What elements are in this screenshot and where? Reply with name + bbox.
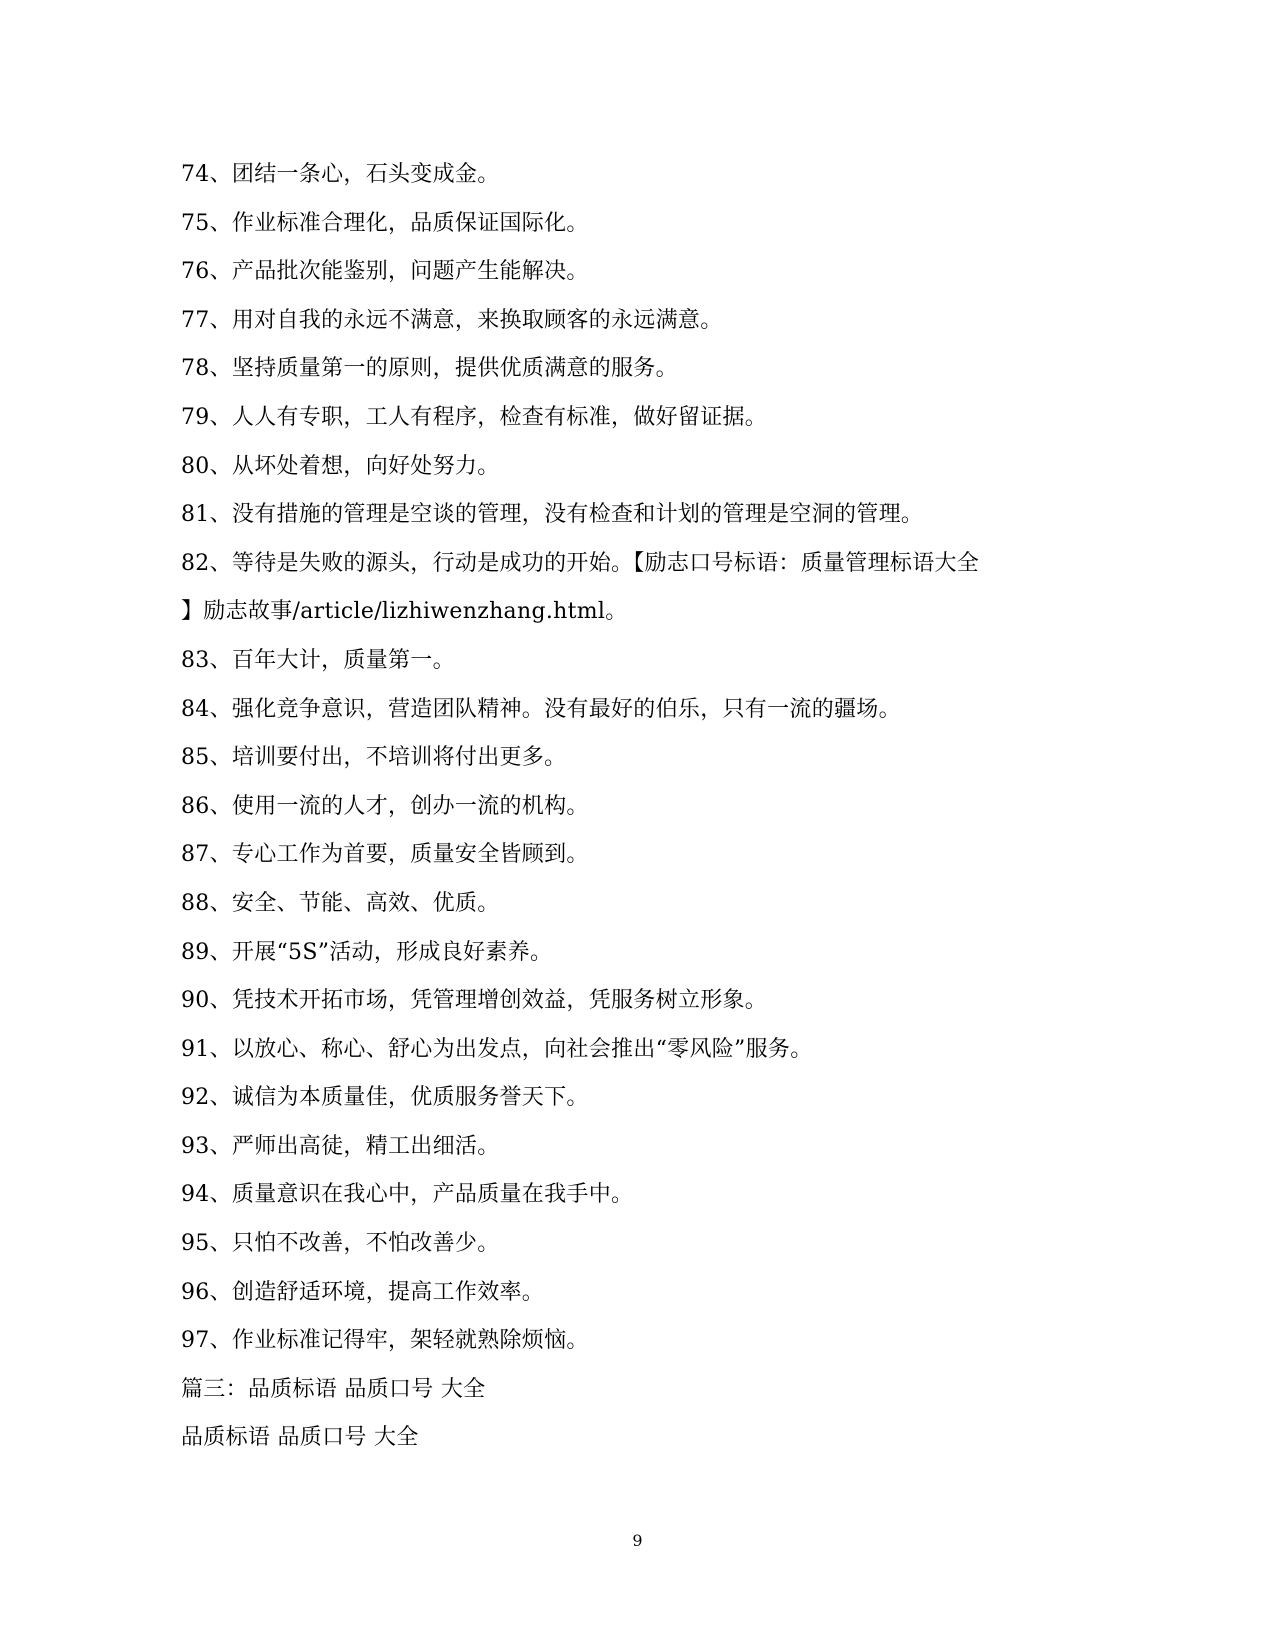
text-line: 86、使用一流的人才，创办一流的机构。 [181, 793, 589, 819]
text-line: 87、专心工作为首要，质量安全皆顾到。 [181, 842, 589, 868]
section-heading: 篇三：品质标语 品质口号 大全 [181, 1376, 486, 1402]
text-line: 94、质量意识在我心中，产品质量在我手中。 [181, 1182, 634, 1208]
page-number: 9 [632, 1531, 643, 1550]
text-line: 83、百年大计，质量第一。 [181, 647, 455, 673]
text-line: 93、严师出高徒，精工出细活。 [181, 1133, 500, 1159]
text-line: 97、作业标准记得牢，架轻就熟除烦恼。 [181, 1328, 589, 1354]
text-line: 78、坚持质量第一的原则，提供优质满意的服务。 [181, 356, 678, 382]
text-line: 75、作业标准合理化，品质保证国际化。 [181, 210, 589, 236]
text-line: 96、创造舒适环境，提高工作效率。 [181, 1279, 545, 1305]
text-line: 84、强化竞争意识，营造团队精神。没有最好的伯乐，只有一流的疆场。 [181, 696, 901, 722]
text-line: 77、用对自我的永远不满意，来换取顾客的永远满意。 [181, 307, 723, 333]
text-line: 92、诚信为本质量佳，优质服务誉天下。 [181, 1085, 589, 1111]
text-line: 88、安全、节能、高效、优质。 [181, 890, 500, 916]
text-line: 95、只怕不改善，不怕改善少。 [181, 1231, 500, 1257]
text-line: 】励志故事/article/lizhiwenzhang.html。 [181, 599, 628, 625]
text-line: 91、以放心、称心、舒心为出发点，向社会推出“零风险”服务。 [181, 1036, 813, 1062]
text-line: 90、凭技术开拓市场，凭管理增创效益，凭服务树立形象。 [181, 988, 768, 1014]
document-body [181, 151, 1101, 1463]
section-subheading: 品质标语 品质口号 大全 [181, 1425, 419, 1451]
text-line: 76、产品批次能鉴别，问题产生能解决。 [181, 259, 589, 285]
text-line: 74、团结一条心，石头变成金。 [181, 162, 500, 187]
text-line: 89、开展“5S”活动，形成良好素养。 [181, 939, 553, 965]
text-line: 80、从坏处着想，向好处努力。 [181, 453, 500, 479]
text-line: 81、没有措施的管理是空谈的管理，没有检查和计划的管理是空洞的管理。 [181, 502, 924, 528]
text-line: 85、培训要付出，不培训将付出更多。 [181, 745, 567, 771]
text-line: 79、人人有专职，工人有程序，检查有标准，做好留证据。 [181, 404, 768, 430]
text-line: 82、等待是失败的源头，行动是成功的开始。【励志口号标语：质量管理标语大全 [181, 550, 980, 576]
